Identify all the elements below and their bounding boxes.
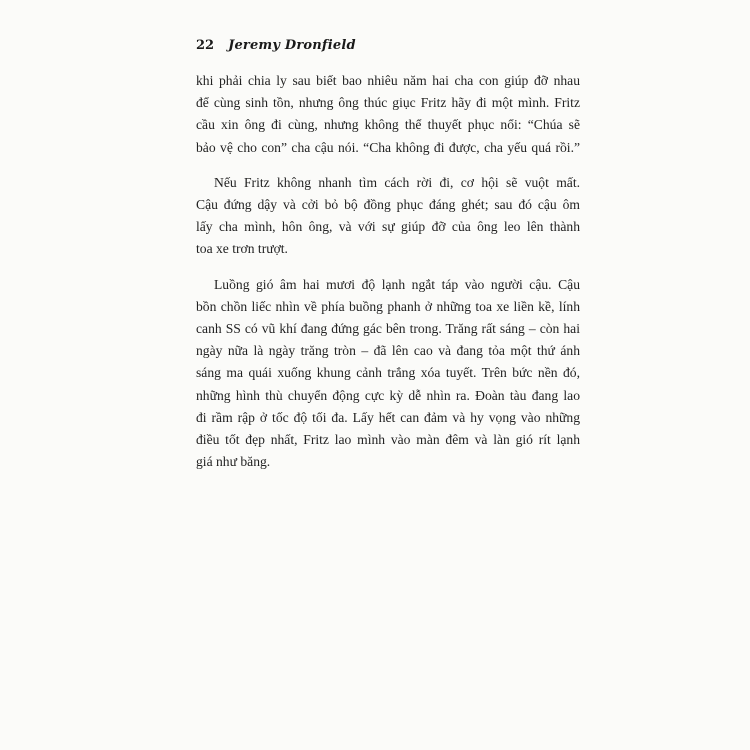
paragraph-2 [196,172,580,261]
running-head-author: Jeremy Dronfield [228,38,356,53]
text-line: bồn chồn liếc nhìn về phía buồng phanh ở những toa xe liền kề, lính [196,298,580,314]
text-line: khi phải chia ly sau biết bao nhiêu năm hai cha con giúp đỡ nhau [196,73,580,88]
text-line: Luồng gió âm hai mươi độ lạnh ngắt táp vào người cậu. Cậu [214,276,580,292]
text-line: sáng ma quái xuống khung cảnh trắng xóa tuyết. Trên bức nền đó, [196,365,580,381]
text-line: ngày nữa là ngày trăng tròn – đã lên cao và đang tỏa một thứ ánh [196,343,580,359]
text-line: những hình thù chuyển động cực kỳ dễ nhìn ra. Đoàn tàu đang lao [196,387,580,403]
text-line: cầu xin ông đi cùng, nhưng không thể thuyết phục nổi: “Chúa sẽ [196,117,580,133]
text-line: toa xe trơn trượt. [196,241,288,257]
paragraph-3 [196,274,580,474]
text-line: đi rầm rập ở tốc độ tối đa. Lấy hết can đảm và hy vọng vào những [196,409,580,425]
text-line: điều tốt đẹp nhất, Fritz lao mình vào màn đêm và làn gió rít lạnh [196,432,580,448]
text-line: lấy cha mình, hôn ông, và với sự giúp đỡ của ông leo lên thành [196,219,580,235]
text-line: Nếu Fritz không nhanh tìm cách rời đi, cơ hội sẽ vuột mất. [214,174,580,190]
page-number: 22 [196,38,215,53]
body-text [196,70,580,486]
text-line: giá như băng. [196,454,271,470]
text-line: canh SS có vũ khí đang đứng gác bên trong. Trăng rất sáng – còn hai [196,321,580,337]
text-line: bảo vệ cho con” cha cậu nói. “Cha không đi được, cha yếu quá rồi.” [196,139,580,155]
page-header [196,38,356,53]
text-line: để cùng sinh tồn, nhưng ông thúc giục Fritz hãy đi một mình. Fritz [196,95,580,111]
paragraph-1 [196,70,580,159]
text-line: Cậu đứng dậy và cởi bỏ bộ đồng phục đáng ghét; sau đó cậu ôm [196,197,580,213]
